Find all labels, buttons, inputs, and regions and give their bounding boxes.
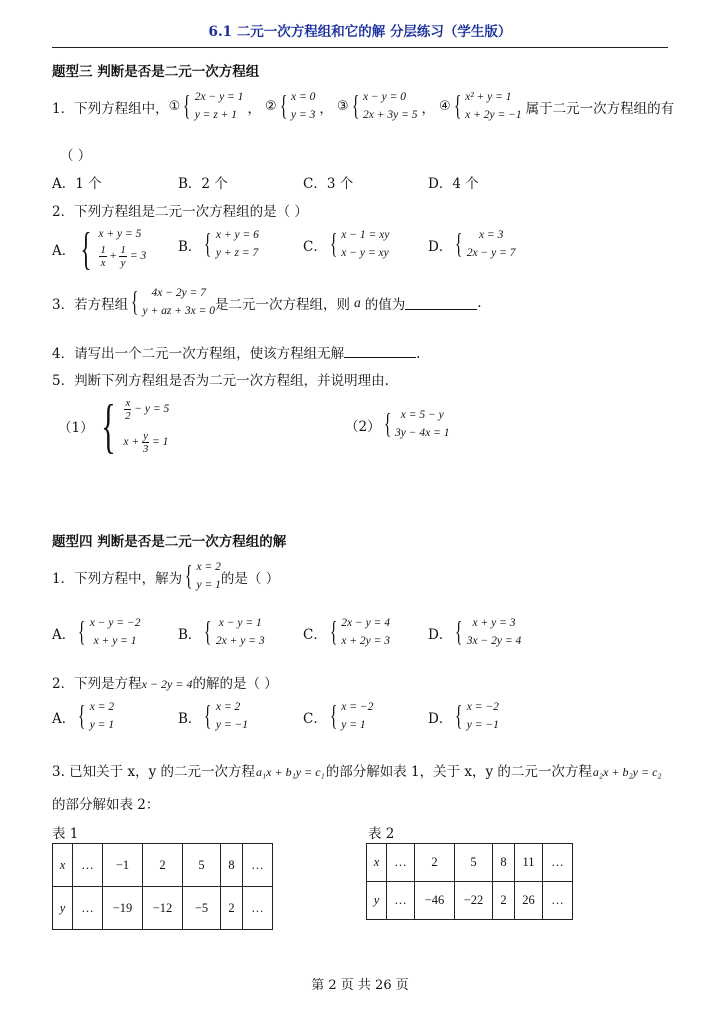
- table-cell: 2: [143, 844, 183, 887]
- eq-row: x − 1 = xy: [341, 229, 390, 241]
- s3-q1-system-3: { x − y = 0 2x + 3y = 5: [351, 90, 418, 122]
- table-row: [367, 844, 573, 882]
- table-cell: −12: [143, 887, 183, 930]
- table-cell: 5: [183, 844, 221, 887]
- table-cell: …: [243, 887, 273, 930]
- eq-row: 2x + y = 3: [215, 634, 265, 647]
- table-cell: 2: [415, 844, 455, 882]
- table-cell: −46: [415, 882, 455, 920]
- table-cell: 11: [515, 844, 543, 882]
- table-1-caption: 表 1: [52, 826, 79, 842]
- section-4-title: 题型四 判断是否是二元一次方程组的解: [52, 534, 287, 550]
- period: .: [416, 346, 421, 362]
- eq-row: x = 3: [478, 229, 504, 241]
- s4-q1-option-a: A． { x − y = −2 x + y = 1: [52, 616, 141, 648]
- option-label: A．: [52, 626, 76, 643]
- eq-row: x − y = 0: [363, 91, 407, 103]
- s4-q2-eq: x − 2y = 4: [141, 677, 193, 691]
- s3-q5-part-1: （1） { $\frac{x}{2}$ − y = 5 x + $\frac{y}{3}$ = 1: [58, 393, 170, 459]
- eq-row: y + az + 3x = 0: [142, 304, 216, 317]
- eq-row: x + 2y = −1: [465, 108, 522, 121]
- frac-num: 1: [120, 244, 126, 257]
- s3-q1-stem: 1．下列方程组中，: [52, 100, 169, 117]
- table-2: [366, 843, 573, 920]
- table-cell: x: [53, 844, 73, 887]
- s4-q1-option-c: C． { 2x − y = 4 x + 2y = 3: [303, 616, 391, 648]
- option-label: B．: [178, 626, 202, 643]
- page-footer: 第 2 页 共 26 页: [311, 978, 409, 993]
- table-cell: …: [73, 844, 103, 887]
- header-rule: [52, 47, 668, 48]
- s3-q5-text: 5．判断下列方程组是否为二元一次方程组，并说明理由.: [52, 373, 389, 389]
- eq-row: x = 2: [196, 561, 221, 573]
- eq-row: x + y = 6: [215, 229, 259, 241]
- s3-q2-stem: 2．下列方程组是二元一次方程组的是（ ）: [52, 204, 308, 220]
- eq-rhs: = 3: [129, 250, 147, 262]
- s4-q1-option-b: B． { x − y = 1 2x + y = 3: [178, 616, 265, 648]
- eq-row: x = 0: [291, 91, 316, 103]
- table-cell: …: [243, 844, 273, 887]
- option-label: C．: [303, 238, 327, 255]
- frac-den: 3: [142, 443, 149, 456]
- table-cell: …: [387, 844, 415, 882]
- s3-q1-choice-c: C．3 个: [303, 176, 354, 192]
- table-cell: …: [387, 882, 415, 920]
- option-label: D．: [428, 238, 453, 255]
- eq-row: 2x − y = 4: [341, 617, 391, 629]
- table-cell: y: [367, 882, 387, 920]
- eq-row: 2x − y = 7: [466, 246, 516, 259]
- eq-row: 2x − y = 1: [194, 91, 244, 103]
- s4-q1-pre: 1．下列方程中，解为: [52, 570, 183, 587]
- s3-q2-option-b: B． { x + y = 6 y + z = 7: [178, 228, 259, 260]
- table-cell: 26: [515, 882, 543, 920]
- s3-q2-option-c: C． { x − 1 = xy x − y = xy: [303, 228, 390, 260]
- table-row: [367, 882, 573, 920]
- s3-q3-pre: 3．若方程组: [52, 296, 129, 313]
- part-label: （2）: [345, 418, 381, 435]
- eq-row: x = −2: [466, 701, 499, 713]
- s3-q2-option-d: D． { x = 3 2x − y = 7: [428, 228, 516, 260]
- table-cell: …: [543, 882, 573, 920]
- table-cell: 8: [493, 844, 515, 882]
- s4-q2-option-b: B． { x = 2 y = −1: [178, 700, 248, 732]
- eq-rhs: = 1: [152, 435, 169, 448]
- table-cell: 2: [493, 882, 515, 920]
- eq-row: x − y = −2: [89, 617, 141, 629]
- option-label: C．: [303, 710, 327, 727]
- s3-q1-choice-a: A．1 个: [52, 176, 102, 192]
- table-cell: 2: [221, 887, 243, 930]
- table-cell: 5: [455, 844, 493, 882]
- s3-q3-post: 的值为: [364, 296, 406, 313]
- eq-row: x + y = 5: [98, 227, 142, 240]
- table-1-wrap: [52, 843, 273, 930]
- table-cell: −5: [183, 887, 221, 930]
- option-label: D．: [428, 626, 453, 643]
- table-cell: −19: [103, 887, 143, 930]
- s3-q1-system-2: { x = 0 y = 3: [279, 90, 316, 122]
- eq-row: y = 3: [291, 108, 316, 121]
- table-cell: −22: [455, 882, 493, 920]
- s3-q1-system-4: { x² + y = 1 x + 2y = −1: [453, 90, 522, 122]
- s4-q3-text-b: 的部分解如表 1，关于 x，y 的二元一次方程: [325, 764, 592, 780]
- eq-row: x − y = 1: [218, 617, 262, 629]
- option-label: B．: [178, 710, 202, 727]
- eq-row: y = 1: [341, 718, 366, 731]
- s3-q3-mid: 是二元一次方程组，则: [215, 296, 351, 313]
- s4-q2-pre: 2．下列是方程: [52, 676, 142, 692]
- s3-q1-tail: 属于二元一次方程组的有: [525, 100, 675, 117]
- period: .: [477, 294, 482, 311]
- table-cell: y: [53, 887, 73, 930]
- answer-blank[interactable]: [405, 296, 477, 310]
- plus-sign: +: [109, 250, 117, 262]
- eq-row: y = −1: [215, 718, 248, 731]
- table-cell: x: [367, 844, 387, 882]
- s4-q2-option-c: C． { x = −2 y = 1: [303, 700, 374, 732]
- frac-den: y: [120, 257, 126, 270]
- eq-row: y = 1: [196, 578, 221, 591]
- s3-q1: 1．下列方程组中， ① { 2x − y = 1 y = z + 1 ， ② { x = 0 y = 3 ， ③ { x − y = 0 2x + 3y = 5 ， ④ { x² + y = 1 x + 2y = −1 属于二元一次方程组的有: [52, 90, 675, 122]
- s3-q3-var: a: [354, 294, 361, 310]
- s3-q1-system-1: { 2x − y = 1 y = z + 1: [183, 90, 244, 122]
- s4-q2: [52, 672, 278, 692]
- answer-blank[interactable]: [344, 344, 416, 358]
- eq-row: x + 2y = 3: [341, 634, 391, 647]
- s3-q1-mark-4: ④: [439, 99, 451, 114]
- table-cell: −1: [103, 844, 143, 887]
- s3-q1-mark-3: ③: [336, 99, 349, 114]
- table-cell: …: [73, 887, 103, 930]
- part-label: （1）: [58, 420, 94, 436]
- eq-row: x = 2: [215, 701, 241, 713]
- s4-q3-line1: [52, 760, 662, 780]
- eq-row: x + y = 1: [93, 634, 137, 647]
- s4-q3-eq1: a₁x + b₁y = c₁: [256, 765, 325, 779]
- eq-lhs: x +: [123, 435, 140, 448]
- section-3-title: 题型三 判断是否是二元一次方程组: [52, 64, 260, 80]
- frac-num: x: [125, 396, 131, 409]
- s3-q5-part-2: （2） { x = 5 − y 3y − 4x = 1: [345, 408, 450, 440]
- frac-den: 2: [125, 409, 131, 422]
- eq-row: x − y = xy: [341, 246, 389, 259]
- s3-q1-paren: （ ）: [60, 148, 92, 164]
- s3-q1-choice-b: B．2 个: [178, 176, 228, 192]
- table-cell: 8: [221, 844, 243, 887]
- s3-q2-option-a: [52, 223, 147, 274]
- eq-row: y = z + 1: [194, 108, 238, 121]
- eq-row: x = 2: [89, 701, 115, 713]
- s4-q1-post: 的是（ ）: [220, 570, 280, 587]
- table-1: [52, 843, 273, 930]
- table-2-wrap: [366, 843, 573, 920]
- eq-row: y + z = 7: [215, 246, 259, 259]
- eq-row: x = −2: [341, 701, 374, 713]
- option-label: A．: [52, 243, 76, 259]
- eq-row: 3y − 4x = 1: [395, 426, 450, 439]
- s3-q3: 3．若方程组 { 4x − 2y = 7 y + az + 3x = 0 是二元一次方程组，则 a 的值为 .: [52, 286, 482, 318]
- table-cell: …: [543, 844, 573, 882]
- eq-row: y = 1: [89, 718, 115, 731]
- option-label: B．: [178, 238, 202, 255]
- s3-q1-mark-1: ①: [168, 99, 181, 114]
- frac-num: y: [143, 430, 149, 442]
- eq-row: x² + y = 1: [465, 91, 512, 103]
- s4-q3-line2: 的部分解如表 2：: [52, 797, 160, 813]
- eq-row: 4x − 2y = 7: [151, 287, 207, 299]
- s4-q1: 1．下列方程中，解为 { x = 2 y = 1 的是（ ）: [52, 560, 280, 592]
- option-label: C．: [303, 626, 327, 643]
- table-2-caption: 表 2: [368, 826, 395, 842]
- s4-q2-option-a: A． { x = 2 y = 1: [52, 700, 115, 732]
- table-row: [53, 844, 273, 887]
- option-label: A．: [52, 710, 76, 727]
- s4-q3-eq2: a₂x + b₂y = c₂: [592, 765, 662, 779]
- s4-q2-post: 的解的是（ ）: [192, 676, 278, 692]
- frac-den: x: [100, 257, 106, 270]
- eq-rhs: − y = 5: [134, 402, 170, 415]
- eq-row: 2x + 3y = 5: [363, 108, 418, 121]
- s3-q4: [52, 342, 420, 362]
- s4-q1-option-d: D． { x + y = 3 3x − 2y = 4: [428, 616, 522, 648]
- eq-row: x + y = 3: [472, 617, 516, 629]
- eq-row: x = 5 − y: [400, 409, 444, 421]
- s4-q2-option-d: D． { x = −2 y = −1: [428, 700, 499, 732]
- s3-q1-choice-d: D．4 个: [428, 176, 479, 192]
- page-title: 6.1 二元一次方程组和它的解 分层练习（学生版）: [208, 24, 512, 40]
- s4-q3-text-a: 3. 已知关于 x，y 的二元一次方程: [52, 764, 255, 780]
- s3-q4-text: 4．请写出一个二元一次方程组，使该方程组无解: [52, 346, 345, 362]
- eq-row: 3x − 2y = 4: [466, 634, 522, 647]
- eq-row: y = −1: [466, 718, 499, 731]
- option-label: D．: [428, 710, 453, 727]
- s3-q1-mark-2: ②: [264, 99, 277, 114]
- frac-num: 1: [100, 244, 106, 257]
- table-row: [53, 887, 273, 930]
- s3-q2-a-system: { x + y = 5 $\frac{1}{x}$ + $\frac{1}{y}$ = 3: [80, 223, 147, 274]
